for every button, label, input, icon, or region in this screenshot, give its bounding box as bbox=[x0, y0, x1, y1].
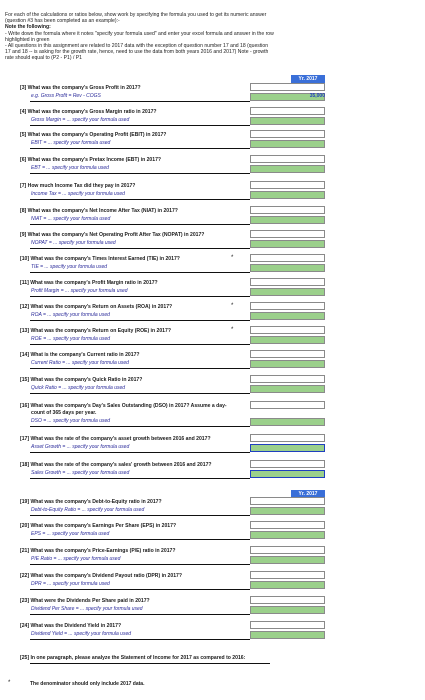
question-label: [24] What was the Dividend Yield in 2017? bbox=[20, 623, 122, 629]
formula-hint: Gross Margin = ... specify your formula used bbox=[31, 117, 130, 123]
year-header: Yr. 2017 bbox=[291, 490, 325, 498]
answer-line bbox=[30, 173, 250, 174]
instructions-line: For each of the calculations or ratios below, show work by specifying the formula you used to get its numeric answer bbox=[5, 12, 267, 18]
question-label: [14] What is the company's Current ratio in 2017? bbox=[20, 352, 140, 358]
question-label: [13] What was the company's Return on Equity (ROE) in 2017? bbox=[20, 328, 171, 334]
answer-line bbox=[30, 148, 250, 149]
question-label: [17] What was the rate of the company's asset growth between 2016 and 2017? bbox=[20, 436, 211, 442]
answer-cell-green[interactable] bbox=[250, 288, 325, 296]
formula-hint: DPR = ... specify your formula used bbox=[31, 581, 110, 587]
formula-hint: P/E Ratio = ... specify your formula used bbox=[31, 556, 121, 562]
note-line: highlighted in green bbox=[5, 36, 50, 43]
answer-cell[interactable] bbox=[250, 350, 325, 358]
answer-cell[interactable] bbox=[250, 326, 325, 334]
note-heading: Note the following: bbox=[5, 24, 51, 31]
question-label: [7] How much Income Tax did they pay in 2017? bbox=[20, 183, 136, 189]
question-25: [25] In one paragraph, please analyze the Statement of Income for 2017 as compared to 2016: bbox=[20, 655, 246, 661]
answer-line bbox=[30, 272, 250, 273]
answer-cell-green[interactable] bbox=[250, 444, 325, 452]
question-label: [18] What was the rate of the company's sales' growth between 2016 and 2017? bbox=[20, 462, 212, 468]
asterisk: * bbox=[8, 680, 11, 686]
answer-cell-green[interactable] bbox=[250, 360, 325, 368]
question-label: [3] What was the company's Gross Profit in 2017? bbox=[20, 85, 141, 91]
note-line: - All questions in this assignment are related to 2017 data with the exception of question number 17 and 18 (question bbox=[5, 43, 269, 50]
answer-cell-green[interactable] bbox=[250, 264, 325, 272]
formula-hint: Dividend Per Share = ... specify your formula used bbox=[31, 606, 143, 612]
note-line: 17 and 18 -- is asking for the growth rate, hence, need to use the data from both years 2016 and 2017) Note - growth bbox=[5, 49, 269, 56]
answer-cell[interactable] bbox=[250, 497, 325, 505]
answer-cell-green[interactable] bbox=[250, 418, 325, 426]
answer-line bbox=[30, 101, 250, 102]
question-label: [5] What was the company's Operating Profit (EBIT) in 2017? bbox=[20, 132, 167, 138]
example-answer: 35,000 bbox=[309, 93, 325, 99]
answer-cell[interactable] bbox=[250, 254, 325, 262]
answer-line bbox=[30, 368, 250, 369]
question-label: [20] What was the company's Earnings Per Share (EPS) in 2017? bbox=[20, 523, 177, 529]
answer-line bbox=[30, 296, 250, 297]
formula-hint: Income Tax = ... specify your formula used bbox=[31, 191, 125, 197]
formula-hint: EPS = ... specify your formula used bbox=[31, 531, 110, 537]
footnote: The denominator should only include 2017 data. bbox=[30, 681, 145, 687]
answer-cell-green[interactable] bbox=[250, 336, 325, 344]
answer-cell-green[interactable] bbox=[250, 581, 325, 589]
instructions bbox=[5, 12, 335, 62]
question-label: [16] What was the company's Day's Sales Outstanding (DSO) in 2017? Assume a day- bbox=[20, 403, 227, 409]
formula-hint: DSO = ... specify your formula used bbox=[31, 418, 111, 424]
answer-cell[interactable] bbox=[250, 546, 325, 554]
formula-hint: NIAT = ... specify your formula used bbox=[31, 216, 111, 222]
answer-cell[interactable] bbox=[250, 302, 325, 310]
answer-cell[interactable] bbox=[250, 621, 325, 629]
formula-hint: Asset Growth = ... specify your formula used bbox=[31, 444, 130, 450]
answer-cell[interactable] bbox=[250, 230, 325, 238]
formula-hint: TIE = ... specify your formula used bbox=[31, 264, 108, 270]
answer-cell-green[interactable] bbox=[250, 470, 325, 478]
answer-line bbox=[30, 564, 250, 565]
formula-hint: ROA = ... specify your formula used bbox=[31, 312, 110, 318]
answer-line bbox=[30, 320, 250, 321]
answer-line bbox=[30, 515, 250, 516]
answer-cell[interactable] bbox=[250, 181, 325, 189]
answer-cell[interactable] bbox=[250, 460, 325, 468]
answer-line bbox=[30, 224, 250, 225]
question-label: [4] What was the company's Gross Margin ratio in 2017? bbox=[20, 109, 157, 115]
answer-cell-green[interactable] bbox=[250, 606, 325, 614]
answer-cell[interactable] bbox=[250, 596, 325, 604]
answer-cell-green[interactable] bbox=[250, 507, 325, 515]
answer-line bbox=[30, 248, 250, 249]
question-label: [19] What was the company's Debt-to-Equity ratio in 2017? bbox=[20, 499, 162, 505]
answer-cell-green[interactable] bbox=[250, 165, 325, 173]
answer-line bbox=[30, 663, 270, 664]
answer-line bbox=[30, 125, 250, 126]
note-line: - Write down the formula where it notes "specify your formula used" and enter your excel formula and answer in the row bbox=[5, 30, 274, 37]
formula-hint: Sales Growth = ... specify your formula used bbox=[31, 470, 130, 476]
answer-cell-green[interactable] bbox=[250, 531, 325, 539]
answer-cell-green[interactable] bbox=[250, 140, 325, 148]
answer-line bbox=[30, 452, 250, 453]
year-header: Yr. 2017 bbox=[291, 75, 325, 83]
answer-line bbox=[30, 199, 250, 200]
answer-line bbox=[30, 344, 250, 345]
answer-cell-green[interactable] bbox=[250, 216, 325, 224]
answer-cell[interactable] bbox=[250, 434, 325, 442]
question-label: [8] What was the company's Net Income After Tax (NIAT) in 2017? bbox=[20, 208, 178, 214]
answer-cell-green[interactable] bbox=[250, 556, 325, 564]
answer-line bbox=[30, 614, 250, 615]
answer-cell[interactable] bbox=[250, 278, 325, 286]
question-label: [6] What was the company's Pretax Income (EBT) in 2017? bbox=[20, 157, 162, 163]
formula-hint: EBT = ... specify your formula used bbox=[31, 165, 109, 171]
question-label: [10] What was the company's Times Interest Earned (TIE) in 2017? bbox=[20, 256, 180, 262]
answer-line bbox=[30, 539, 250, 540]
formula-hint: Debt-to-Equity Ratio = ... specify your formula used bbox=[31, 507, 145, 513]
answer-line bbox=[30, 589, 250, 590]
answer-line bbox=[30, 426, 250, 427]
answer-line bbox=[30, 393, 250, 394]
answer-line bbox=[30, 478, 250, 479]
question-label: [9] What was the company's Net Operating Profit After Tax (NOPAT) in 2017? bbox=[20, 232, 205, 238]
formula-hint: EBIT = ... specify your formula used bbox=[31, 140, 111, 146]
question-label: [22] What was the company's Dividend Payout ratio (DPR) in 2017? bbox=[20, 573, 182, 579]
question-label: [15] What was the company's Quick Ratio in 2017? bbox=[20, 377, 143, 383]
formula-hint: Quick Ratio = ... specify your formula used bbox=[31, 385, 126, 391]
answer-cell-green[interactable] bbox=[250, 191, 325, 199]
question-label: [12] What was the company's Return on Assets (ROA) in 2017? bbox=[20, 304, 173, 310]
answer-cell[interactable] bbox=[250, 83, 325, 91]
formula-hint: NOPAT = ... specify your formula used bbox=[31, 240, 116, 246]
answer-cell[interactable] bbox=[250, 107, 325, 115]
question-16-line2: count of 365 days per year. bbox=[31, 410, 97, 416]
question-label: [23] What were the Dividends Per Share paid in 2017? bbox=[20, 598, 150, 604]
answer-cell[interactable] bbox=[250, 521, 325, 529]
answer-line bbox=[30, 639, 250, 640]
answer-cell-green[interactable] bbox=[250, 312, 325, 320]
answer-cell[interactable] bbox=[250, 130, 325, 138]
answer-cell[interactable] bbox=[250, 571, 325, 579]
instructions-line: (question #3 has been completed as an example):- bbox=[5, 18, 120, 25]
note-line: rate should equal to (P2 - P1) / P1 bbox=[5, 55, 83, 62]
answer-cell[interactable] bbox=[250, 401, 325, 409]
asterisk: * bbox=[231, 327, 234, 333]
formula-hint: Dividend Yield = ... specify your formula used bbox=[31, 631, 132, 637]
answer-cell-green[interactable] bbox=[250, 385, 325, 393]
answer-cell-green[interactable] bbox=[250, 240, 325, 248]
answer-cell[interactable] bbox=[250, 206, 325, 214]
asterisk: * bbox=[231, 255, 234, 261]
answer-cell-green[interactable] bbox=[250, 117, 325, 125]
question-label: [21] What was the company's Price-Earnings (P/E) ratio in 2017? bbox=[20, 548, 176, 554]
formula-hint: e.g. Gross Profit = Rev - COGS bbox=[31, 93, 101, 99]
question-label: [11] What was the company's Profit Margin ratio in 2017? bbox=[20, 280, 158, 286]
answer-cell[interactable] bbox=[250, 155, 325, 163]
asterisk: * bbox=[231, 303, 234, 309]
answer-cell[interactable] bbox=[250, 375, 325, 383]
formula-hint: Profit Margin = ... specify your formula used bbox=[31, 288, 128, 294]
formula-hint: ROE = ... specify your formula used bbox=[31, 336, 111, 342]
answer-cell-green[interactable] bbox=[250, 631, 325, 639]
formula-hint: Current Ratio = ... specify your formula used bbox=[31, 360, 129, 366]
